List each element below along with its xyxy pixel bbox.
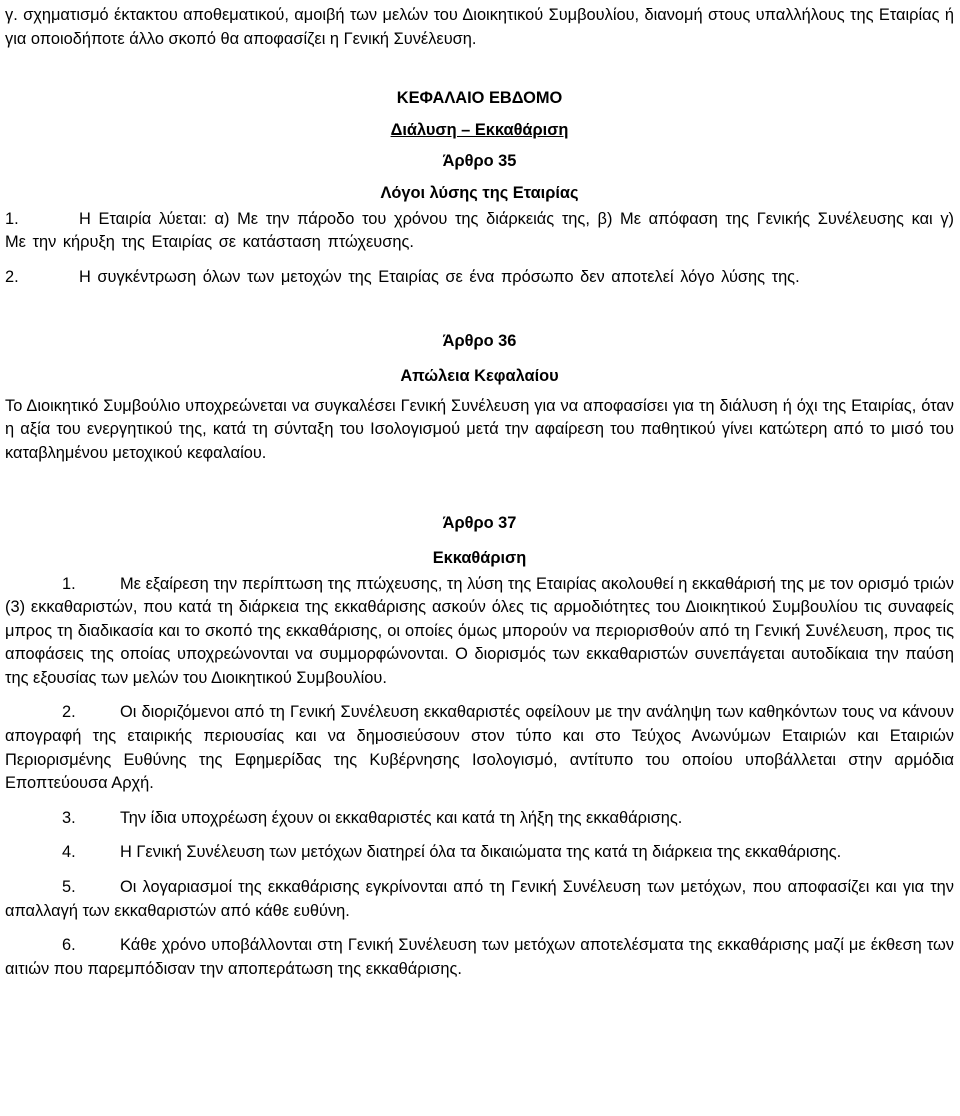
article-37-item-2 (5, 701, 954, 795)
item-number: 2. (62, 703, 76, 722)
chapter-title: ΚΕΦΑΛΑΙΟ ΕΒΔΟΜΟ (396, 89, 563, 108)
item-text: Την ίδια υποχρέωση έχουν οι εκκαθαριστές και κατά τη λήξη της εκκαθάρισης. (120, 808, 683, 827)
spacer (5, 51, 954, 87)
item-number: 3. (62, 808, 76, 827)
article-37-item-6 (5, 934, 954, 981)
item-text: Κάθε χρόνο υποβάλλονται στη Γενική Συνέλευση των μετόχων αποτελέσματα της εκκαθάρισης μαζί με έκθεση των αιτιών που παρεμπόδισαν την αποπεράτωση της εκκαθάρισης. (5, 936, 954, 978)
article-35-heading: Άρθρο 35 (442, 152, 517, 171)
article-35-item-1 (5, 208, 954, 255)
spacer (5, 865, 954, 876)
chapter-subtitle: Διάλυση – Εκκαθάριση (390, 120, 569, 139)
item-text: Οι διοριζόμενοι από τη Γενική Συνέλευση εκκαθαριστές οφείλουν με την ανάληψη των καθηκόντων τους να κάνουν απογραφή της εταιρικής περιουσίας και να δημοσιεύσουν στον τύπο και στο Τεύχος Ανωνύμων Εταιριών και Εταιριών Περιορισμένης Ευθύνης της Εφημερίδας της Κυβέρνησης Ισολογισμό, αντίτυπο του οποίου υποβάλλεται στην αρμόδια Εποπτεύουσα Αρχή. (5, 703, 954, 793)
article-36-title: Απώλεια Κεφαλαίου (400, 366, 559, 385)
item-text: Οι λογαριασμοί της εκκαθάρισης εγκρίνονται από τη Γενική Συνέλευση των μετόχων, που αποφασίζει και για την απαλλαγή των εκκαθαριστών από κάθε ευθύνη. (5, 878, 954, 920)
article-37-item-5 (5, 876, 954, 923)
top-paragraph: γ. σχηματισμό έκτακτου αποθεματικού, αμοιβή των μελών του Διοικητικού Συμβουλίου, διανομή στους υπαλλήλους της Εταιρίας ή για οποιοδήποτε άλλο σκοπό θα αποφασίζει η Γενική Συνέλευση. (5, 6, 954, 48)
item-text: Με εξαίρεση την περίπτωση της πτώχευσης, τη λύση της Εταιρίας ακολουθεί η εκκαθάρισή της με τον ορισμό τριών (3) εκκαθαριστών, που κατά τη διάρκεια της εκκαθάρισης ασκούν όλες τις αρμοδιότητες του Διοικητικού Συμβουλίου τις συναφείς μπρος τη διαδικασία και το σκοπό της εκκαθάρισης, οι οποίες όμως μπορούν να περιορισθούν από τη Γενική Συνέλευση, προς τις αποφάσεις της οποίας υποχρεώνονται να συμμορφώνονται. Ο διορισμός των εκκαθαριστών συνεπάγεται αυτοδίκαια την παύση της εξουσίας των μελών του Διοικητικού Συμβουλίου. (5, 574, 954, 687)
spacer (5, 465, 954, 512)
article-35-title: Λόγοι λύσης της Εταιρίας (380, 183, 579, 202)
item-number: 2. (5, 267, 19, 286)
article-36-text: Το Διοικητικό Συμβούλιο υποχρεώνεται να συγκαλέσει Γενική Συνέλευση για να αποφασίσει για τη διάλυση ή όχι της Εταιρίας, όταν η αξία του ενεργητικού της, κατά τη σύνταξη του Ισολογισμού μετά την αφαίρεση του παθητικού γίνει κατώτερη από το μισό του καταβλημένου μετοχικού κεφαλαίου. (5, 396, 954, 462)
item-number: 6. (62, 936, 76, 955)
item-number: 5. (62, 878, 76, 897)
item-text: Η Εταιρία λύεται: α) Με την πάροδο του χρόνου της διάρκειάς της, β) Με απόφαση της Γενικής Συνέλευσης και γ) Με την κήρυξη της Εταιρίας σε κατάσταση πτώχευσης. (5, 209, 954, 252)
article-37-heading: Άρθρο 37 (442, 514, 517, 533)
spacer (5, 690, 954, 701)
item-number: 1. (62, 574, 76, 593)
item-number: 1. (5, 209, 19, 228)
spacer (5, 255, 954, 266)
article-37-item-4 (5, 841, 954, 865)
spacer (5, 923, 954, 934)
article-36-heading: Άρθρο 36 (442, 332, 517, 351)
article-37-title: Εκκαθάριση (432, 548, 527, 567)
spacer (5, 289, 954, 330)
item-text: Η Γενική Συνέλευση των μετόχων διατηρεί όλα τα δικαιώματα της κατά τη διάρκεια της εκκαθάρισης. (120, 843, 842, 862)
article-37-item-1 (5, 573, 954, 691)
spacer (5, 830, 954, 841)
article-35-item-2 (5, 266, 954, 290)
article-37-item-3 (5, 807, 954, 831)
item-text: Η συγκέντρωση όλων των μετοχών της Εταιρίας σε ένα πρόσωπο δεν αποτελεί λόγο λύσης της. (79, 267, 800, 286)
item-number: 4. (62, 843, 76, 862)
spacer (5, 796, 954, 807)
